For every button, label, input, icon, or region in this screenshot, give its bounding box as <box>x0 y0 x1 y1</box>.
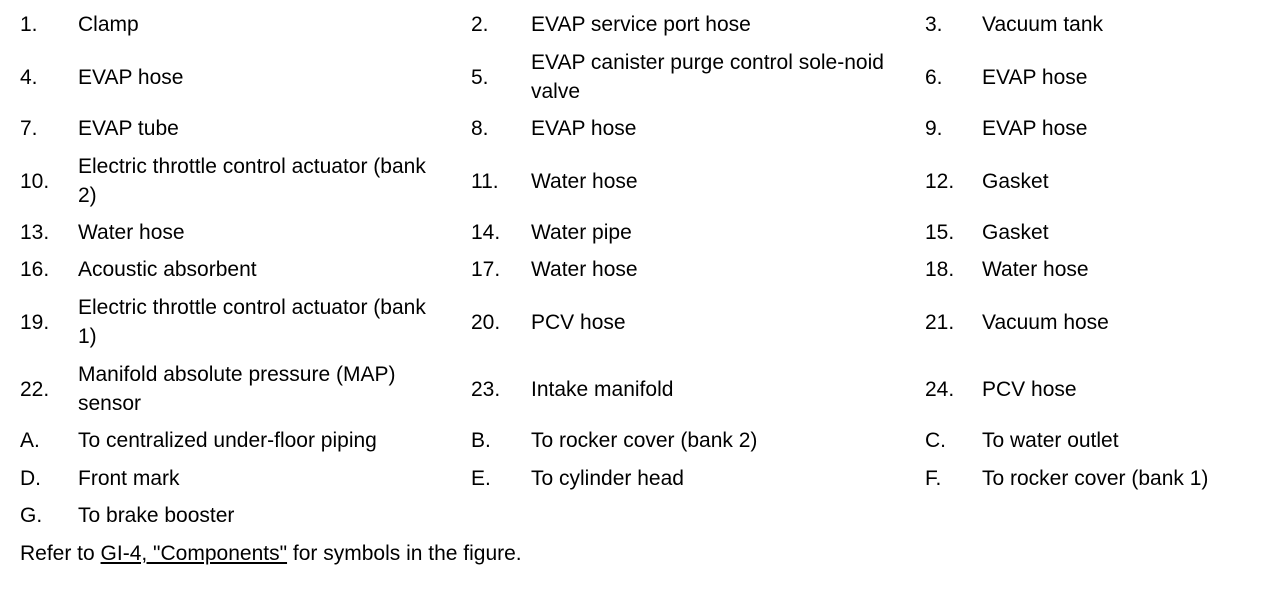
legend-item-label: Water hose <box>531 169 638 193</box>
legend-item-label: Water hose <box>531 258 638 281</box>
components-reference-link[interactable]: GI-4, "Components" <box>100 542 288 565</box>
legend-item-label: Water pipe <box>531 221 632 244</box>
legend-item-number: 7. <box>20 117 38 140</box>
legend-item-number: 21. <box>925 310 955 334</box>
legend-item-number: 9. <box>925 117 943 140</box>
legend-item-number: 18. <box>925 258 955 281</box>
legend-item-number: F. <box>925 467 942 490</box>
legend-row <box>0 501 1280 530</box>
legend-item-label: To centralized under-floor piping <box>78 429 377 452</box>
legend-item-number: 3. <box>925 13 943 36</box>
legend-item-label: Gasket <box>982 221 1049 244</box>
legend-item-label: Water hose <box>78 221 185 244</box>
legend-item-number: 20. <box>471 310 501 334</box>
legend-item-number: 4. <box>20 65 38 89</box>
legend-item-number: E. <box>471 467 491 490</box>
legend-item-label: Manifold absolute pressure (MAP) sensor <box>78 363 396 415</box>
legend-item-label: EVAP hose <box>78 65 184 89</box>
legend-item-number: 15. <box>925 221 955 244</box>
legend-item-number: B. <box>471 429 491 452</box>
legend-item-label: To rocker cover (bank 2) <box>531 429 758 452</box>
legend-item-label: Intake manifold <box>531 377 674 401</box>
legend-item-number: G. <box>20 504 43 527</box>
reference-note-suffix: for symbols in the figure. <box>287 542 522 565</box>
legend-item-number: 12. <box>925 169 955 193</box>
legend-item-number: 2. <box>471 13 489 36</box>
legend-item-number: 16. <box>20 258 50 281</box>
legend-item-number: 6. <box>925 65 943 89</box>
legend-item-label: Vacuum tank <box>982 13 1104 36</box>
legend-item-label: To water outlet <box>982 429 1119 452</box>
legend-item-label: EVAP hose <box>982 117 1088 140</box>
legend-item-label: Front mark <box>78 467 180 490</box>
legend-row <box>0 151 1280 211</box>
legend-item-number: 13. <box>20 221 50 244</box>
legend-item-label: To rocker cover (bank 1) <box>982 467 1209 490</box>
legend-row <box>0 464 1280 493</box>
legend-item-number: A. <box>20 429 40 452</box>
legend-row <box>0 359 1280 419</box>
legend-item-label: EVAP service port hose <box>531 13 751 36</box>
legend-item-number: 23. <box>471 377 501 401</box>
legend-item-number: 10. <box>20 169 50 193</box>
legend-item-number: 19. <box>20 310 50 334</box>
legend-item-number: 14. <box>471 221 501 244</box>
legend-item-label: Electric throttle control actuator (bank 2) <box>78 155 426 207</box>
legend-item-label: Electric throttle control actuator (bank 1) <box>78 296 426 348</box>
legend-item-label: EVAP canister purge control sole-noid valve <box>531 51 884 103</box>
legend-row <box>0 114 1280 143</box>
legend-item-label: Water hose <box>982 258 1089 281</box>
legend-item-label: Acoustic absorbent <box>78 258 257 281</box>
legend-item-label: Vacuum hose <box>982 310 1109 334</box>
legend-item-number: 24. <box>925 377 955 401</box>
legend-item-label: Clamp <box>78 13 139 36</box>
reference-note <box>20 539 522 568</box>
legend-row <box>0 10 1280 39</box>
legend-row <box>0 426 1280 455</box>
legend-row <box>0 292 1280 352</box>
legend-item-number: 8. <box>471 117 489 140</box>
legend-item-label: To brake booster <box>78 504 235 527</box>
legend-item-number: 17. <box>471 258 501 281</box>
legend-item-label: Gasket <box>982 169 1049 193</box>
legend-item-label: EVAP tube <box>78 117 179 140</box>
legend-item-number: 5. <box>471 65 489 89</box>
reference-note-prefix: Refer to <box>20 542 101 565</box>
legend-item-label: PCV hose <box>531 310 626 334</box>
legend-row <box>0 47 1280 107</box>
legend-row <box>0 255 1280 284</box>
legend-item-number: 11. <box>471 169 499 193</box>
legend-item-number: D. <box>20 467 41 490</box>
legend-item-number: C. <box>925 429 946 452</box>
legend-item-number: 1. <box>20 13 38 36</box>
legend-item-label: EVAP hose <box>982 65 1088 89</box>
legend-item-label: To cylinder head <box>531 467 684 490</box>
legend-item-number: 22. <box>20 377 50 401</box>
legend-item-label: EVAP hose <box>531 117 637 140</box>
legend-item-label: PCV hose <box>982 377 1077 401</box>
legend-row <box>0 218 1280 247</box>
